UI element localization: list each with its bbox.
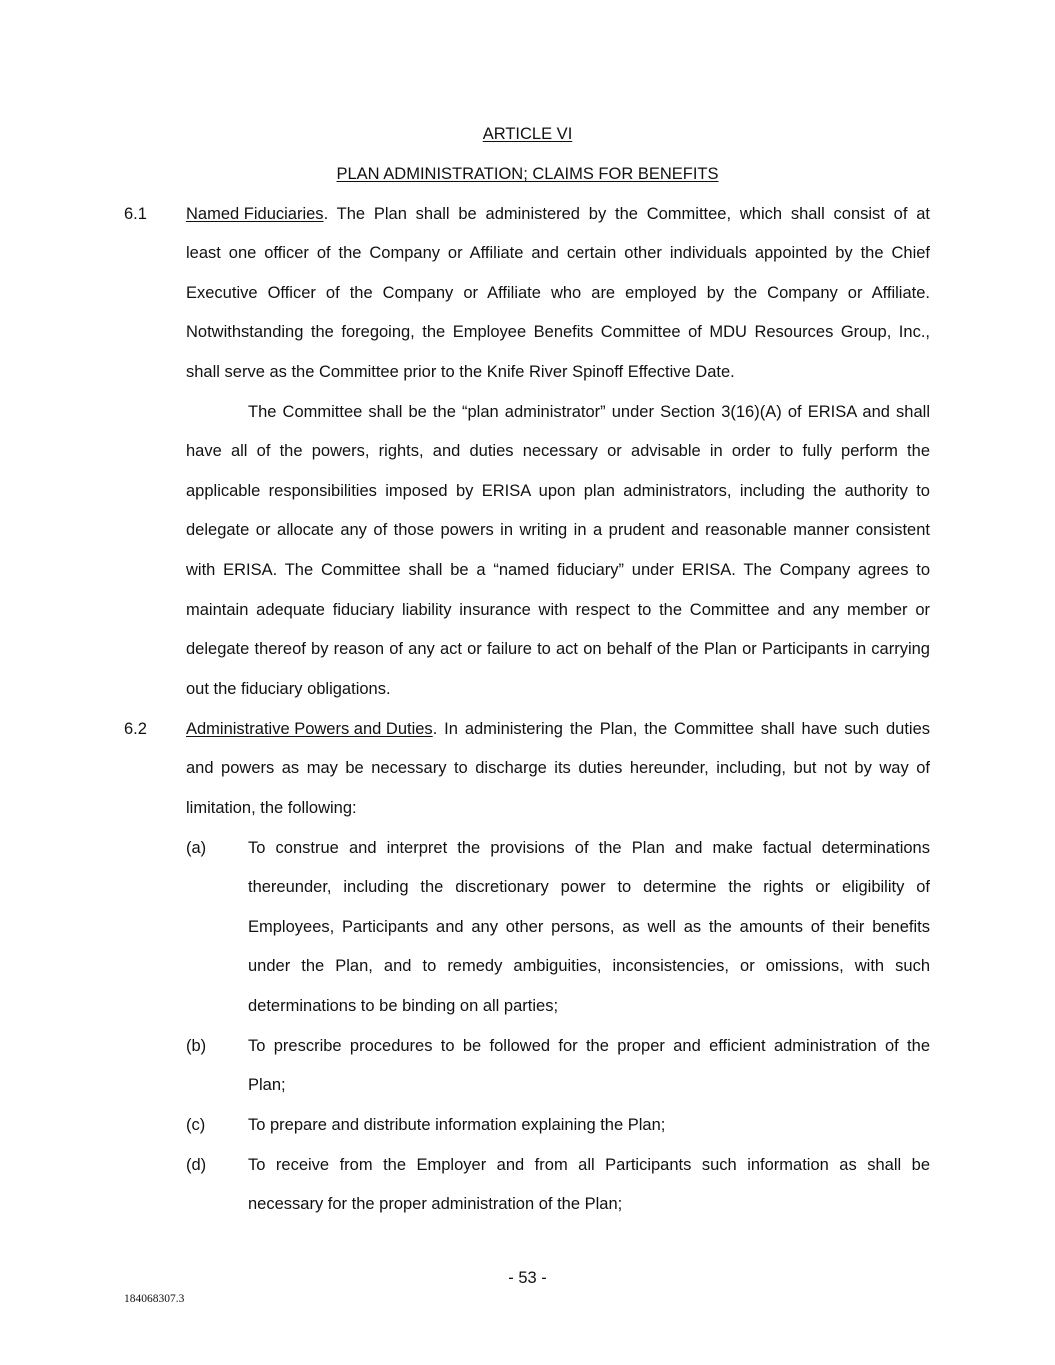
paragraph-line: The Committee shall be the “plan administrator” under Section 3(16)(A) of ERISA and shall: [248, 403, 930, 421]
paragraph-line: have all of the powers, rights, and duties necessary or advisable in order to fully perform the: [186, 442, 930, 460]
list-item-line: under the Plan, and to remedy ambiguities, inconsistencies, or omissions, with such: [248, 957, 930, 975]
section-text-line: limitation, the following:: [186, 799, 357, 817]
list-item-line: determinations to be binding on all parties;: [248, 997, 559, 1015]
section-heading: Administrative Powers and Duties: [186, 720, 433, 738]
section-text-line: shall serve as the Committee prior to the Knife River Spinoff Effective Date.: [186, 363, 735, 381]
paragraph-line: with ERISA. The Committee shall be a “named fiduciary” under ERISA. The Company agrees to: [186, 561, 930, 579]
list-item-line: thereunder, including the discretionary power to determine the rights or eligibility of: [248, 878, 930, 896]
list-item-label: (a): [186, 839, 207, 857]
section-text-line: . The Plan shall be administered by the Committee, which shall consist of at: [323, 205, 930, 223]
list-item-line: Employees, Participants and any other persons, as well as the amounts of their benefits: [248, 918, 930, 936]
section-first-line: [186, 719, 930, 739]
section-text-line: least one officer of the Company or Affiliate and certain other individuals appointed by the Chief: [186, 244, 930, 262]
paragraph-line: maintain adequate fiduciary liability insurance with respect to the Committee and any member or: [186, 601, 930, 619]
paragraph-line: delegate or allocate any of those powers in writing in a prudent and reasonable manner consistent: [186, 521, 930, 539]
list-item-line: To construe and interpret the provisions of the Plan and make factual determinations: [248, 839, 930, 857]
section-number: 6.1: [124, 205, 147, 223]
list-item-label: (d): [186, 1156, 207, 1174]
page-number: - 53 -: [508, 1269, 547, 1287]
list-item-label: (b): [186, 1037, 207, 1055]
paragraph-line: delegate thereof by reason of any act or failure to act on behalf of the Plan or Participants in carrying: [186, 640, 930, 658]
article-number: ARTICLE VI: [482, 125, 573, 143]
list-item-line: To receive from the Employer and from all Participants such information as shall be: [248, 1156, 930, 1174]
paragraph-line: applicable responsibilities imposed by ERISA upon plan administrators, including the authority to: [186, 482, 930, 500]
section-first-line: [186, 204, 930, 224]
list-item-line: To prepare and distribute information explaining the Plan;: [248, 1116, 666, 1134]
paragraph-line: out the fiduciary obligations.: [186, 680, 391, 698]
section-number: 6.2: [124, 720, 147, 738]
list-item-label: (c): [186, 1116, 206, 1134]
section-heading: Named Fiduciaries: [186, 205, 324, 223]
section-text-line: and powers as may be necessary to discharge its duties hereunder, including, but not by way of: [186, 759, 930, 777]
article-title: PLAN ADMINISTRATION; CLAIMS FOR BENEFITS: [336, 165, 719, 183]
list-item-line: To prescribe procedures to be followed for the proper and efficient administration of the: [248, 1037, 930, 1055]
document-id: 184068307.3: [124, 1293, 185, 1305]
section-text-line: . In administering the Plan, the Committee shall have such duties: [432, 720, 930, 738]
section-text-line: Notwithstanding the foregoing, the Employee Benefits Committee of MDU Resources Group, Inc.,: [186, 323, 930, 341]
list-item-line: necessary for the proper administration of the Plan;: [248, 1195, 623, 1213]
section-text-line: Executive Officer of the Company or Affiliate who are employed by the Company or Affiliate.: [186, 284, 930, 302]
list-item-line: Plan;: [248, 1076, 286, 1094]
